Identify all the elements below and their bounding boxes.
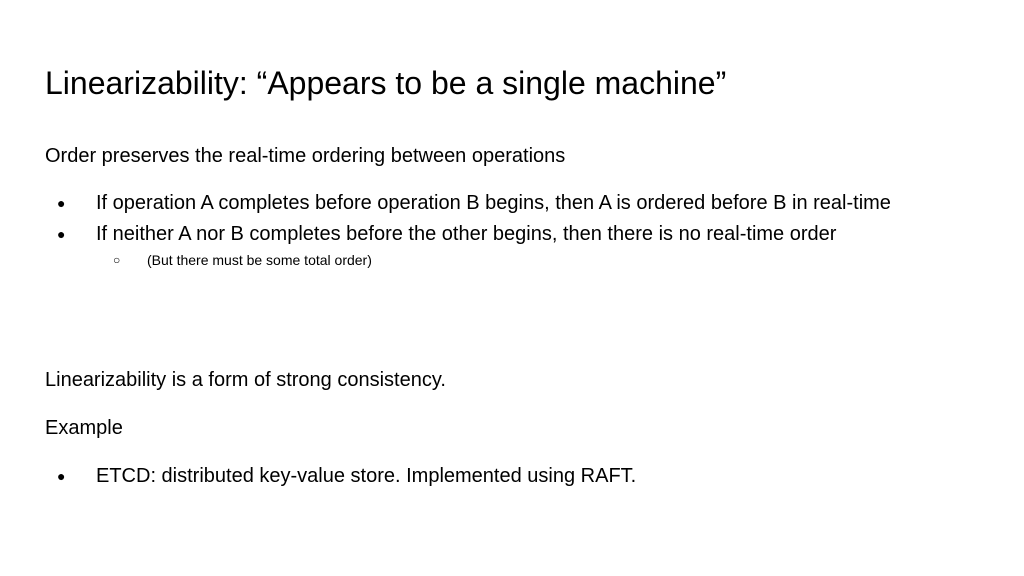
- slide-title: Linearizability: “Appears to be a single machine”: [45, 65, 727, 101]
- intro-text: Order preserves the real-time ordering between operations: [45, 145, 566, 167]
- hollow-bullet-icon: ○: [113, 253, 121, 267]
- bullet-icon: ●: [57, 468, 66, 484]
- list-item: [45, 219, 975, 250]
- list-item: [45, 188, 975, 219]
- list-item: [45, 461, 975, 492]
- sub-bullet-text: (But there must be some total order): [147, 252, 372, 268]
- bullet-text: If neither A nor B completes before the other begins, then there is no real-time order: [96, 223, 837, 245]
- statement-text: Linearizability is a form of strong consistency.: [45, 369, 446, 391]
- sub-list-item: [45, 251, 975, 269]
- bullet-text: ETCD: distributed key-value store. Implemented using RAFT.: [96, 465, 637, 487]
- ordering-bullet-list: [45, 188, 975, 269]
- example-bullet-list: [45, 461, 975, 492]
- example-heading: Example: [45, 417, 123, 439]
- bullet-icon: ●: [57, 195, 66, 211]
- bullet-text: If operation A completes before operation B begins, then A is ordered before B in real-time: [96, 192, 891, 214]
- bullet-icon: ●: [57, 226, 66, 242]
